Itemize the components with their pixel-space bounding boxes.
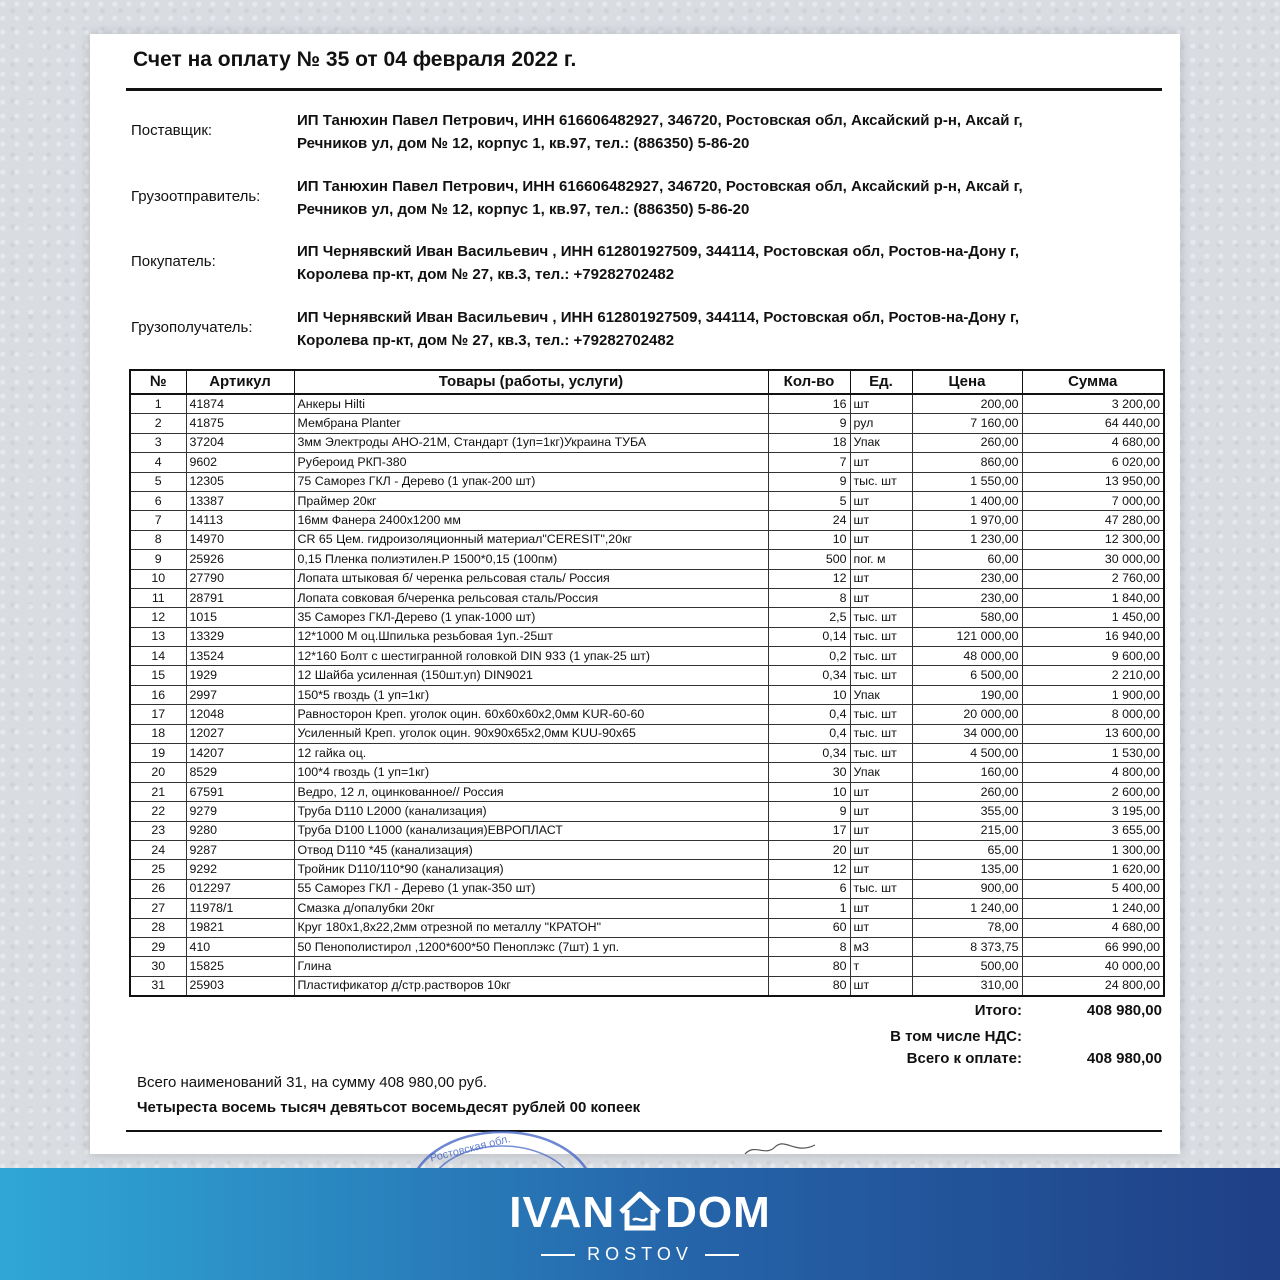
quantity: 0,4 bbox=[768, 705, 850, 724]
price: 1 230,00 bbox=[912, 530, 1022, 549]
unit: Упак bbox=[850, 433, 912, 452]
quantity: 5 bbox=[768, 491, 850, 510]
row-number: 4 bbox=[130, 453, 186, 472]
amount: 64 440,00 bbox=[1022, 414, 1164, 433]
item-name: Равносторон Креп. уголок оцин. 60х60х60х2,0мм KUR-60-60 bbox=[294, 705, 768, 724]
article-code: 25903 bbox=[186, 976, 294, 996]
item-name: Смазка д/опалубки 20кг bbox=[294, 899, 768, 918]
item-name: Тройник D110/110*90 (канализация) bbox=[294, 860, 768, 879]
summary-count: Всего наименований 31, на сумму 408 980,00 руб. bbox=[137, 1074, 488, 1091]
item-name: Лопата совковая б/черенка рельсовая сталь/Россия bbox=[294, 588, 768, 607]
amount: 66 990,00 bbox=[1022, 937, 1164, 956]
table-row bbox=[130, 957, 1164, 976]
quantity: 24 bbox=[768, 511, 850, 530]
divider bbox=[705, 1254, 739, 1256]
unit: Упак bbox=[850, 763, 912, 782]
quantity: 12 bbox=[768, 569, 850, 588]
price: 1 400,00 bbox=[912, 491, 1022, 510]
page-title: Счет на оплату № 35 от 04 февраля 2022 г. bbox=[133, 48, 577, 71]
unit: рул bbox=[850, 414, 912, 433]
amount: 7 000,00 bbox=[1022, 491, 1164, 510]
row-number: 17 bbox=[130, 705, 186, 724]
amount: 1 240,00 bbox=[1022, 899, 1164, 918]
price: 355,00 bbox=[912, 802, 1022, 821]
article-code: 37204 bbox=[186, 433, 294, 452]
quantity: 0,34 bbox=[768, 744, 850, 763]
row-number: 22 bbox=[130, 802, 186, 821]
table-row bbox=[130, 763, 1164, 782]
article-code: 41874 bbox=[186, 394, 294, 414]
price: 160,00 bbox=[912, 763, 1022, 782]
price: 230,00 bbox=[912, 569, 1022, 588]
amount: 4 680,00 bbox=[1022, 433, 1164, 452]
article-code: 25926 bbox=[186, 550, 294, 569]
item-name: Пластификатор д/стр.растворов 10кг bbox=[294, 976, 768, 996]
row-number: 18 bbox=[130, 724, 186, 743]
quantity: 80 bbox=[768, 976, 850, 996]
amount: 1 300,00 bbox=[1022, 840, 1164, 859]
article-code: 14113 bbox=[186, 511, 294, 530]
unit: шт bbox=[850, 821, 912, 840]
table-row bbox=[130, 530, 1164, 549]
summary-amount-words: Четыреста восемь тысяч девятьсот восемьдесят рублей 00 копеек bbox=[137, 1099, 641, 1116]
row-number: 13 bbox=[130, 627, 186, 646]
brand-tagline: ROSTOV bbox=[587, 1244, 693, 1264]
party-line: Речников ул, дом № 12, корпус 1, кв.97, тел.: (886350) 5-86-20 bbox=[297, 135, 750, 152]
invoice-page bbox=[90, 34, 1180, 1165]
price: 65,00 bbox=[912, 840, 1022, 859]
article-code: 9287 bbox=[186, 840, 294, 859]
item-name: 35 Саморез ГКЛ-Дерево (1 упак-1000 шт) bbox=[294, 608, 768, 627]
article-code: 9602 bbox=[186, 453, 294, 472]
price: 230,00 bbox=[912, 588, 1022, 607]
quantity: 16 bbox=[768, 394, 850, 414]
row-number: 7 bbox=[130, 511, 186, 530]
party-line: ИП Танюхин Павел Петрович, ИНН 616606482927, 346720, Ростовская обл, Аксайский р-н, Аксай г, bbox=[297, 178, 1023, 195]
item-name: 55 Саморез ГКЛ - Дерево (1 упак-350 шт) bbox=[294, 879, 768, 898]
unit: пог. м bbox=[850, 550, 912, 569]
table-row bbox=[130, 937, 1164, 956]
quantity: 2,5 bbox=[768, 608, 850, 627]
price: 60,00 bbox=[912, 550, 1022, 569]
unit: тыс. шт bbox=[850, 666, 912, 685]
row-number: 29 bbox=[130, 937, 186, 956]
unit: шт bbox=[850, 802, 912, 821]
unit: тыс. шт bbox=[850, 608, 912, 627]
unit: шт bbox=[850, 860, 912, 879]
unit: шт bbox=[850, 899, 912, 918]
column-header: Сумма bbox=[1022, 370, 1164, 394]
price: 215,00 bbox=[912, 821, 1022, 840]
amount: 4 680,00 bbox=[1022, 918, 1164, 937]
amount: 16 940,00 bbox=[1022, 627, 1164, 646]
unit: тыс. шт bbox=[850, 472, 912, 491]
price: 260,00 bbox=[912, 782, 1022, 801]
amount: 12 300,00 bbox=[1022, 530, 1164, 549]
article-code: 15825 bbox=[186, 957, 294, 976]
article-code: 13387 bbox=[186, 491, 294, 510]
article-code: 14970 bbox=[186, 530, 294, 549]
table-row bbox=[130, 511, 1164, 530]
item-name: 12 гайка оц. bbox=[294, 744, 768, 763]
party-label: Грузоотправитель: bbox=[131, 188, 261, 205]
table-row bbox=[130, 569, 1164, 588]
price: 8 373,75 bbox=[912, 937, 1022, 956]
house-icon bbox=[617, 1188, 663, 1234]
item-name: 12 Шайба усиленная (150шт.уп) DIN9021 bbox=[294, 666, 768, 685]
quantity: 8 bbox=[768, 937, 850, 956]
table-row bbox=[130, 840, 1164, 859]
table-row bbox=[130, 724, 1164, 743]
brand-tagline-row bbox=[0, 1244, 1280, 1265]
price: 190,00 bbox=[912, 685, 1022, 704]
table-row bbox=[130, 879, 1164, 898]
party-line: ИП Чернявский Иван Васильевич , ИНН 612801927509, 344114, Ростовская обл, Ростов-на-Дону г, bbox=[297, 309, 1020, 326]
logo-text-left: IVAN bbox=[509, 1188, 616, 1237]
quantity: 0,2 bbox=[768, 647, 850, 666]
total-value: 408 980,00 bbox=[1086, 1002, 1162, 1019]
table-row bbox=[130, 588, 1164, 607]
item-name: Труба D100 L1000 (канализация)ЕВРОПЛАСТ bbox=[294, 821, 768, 840]
row-number: 30 bbox=[130, 957, 186, 976]
item-name: Отвод D110 *45 (канализация) bbox=[294, 840, 768, 859]
unit: шт bbox=[850, 511, 912, 530]
table-row bbox=[130, 394, 1164, 414]
article-code: 12027 bbox=[186, 724, 294, 743]
article-code: 13329 bbox=[186, 627, 294, 646]
row-number: 25 bbox=[130, 860, 186, 879]
article-code: 12305 bbox=[186, 472, 294, 491]
price: 135,00 bbox=[912, 860, 1022, 879]
unit: шт bbox=[850, 918, 912, 937]
quantity: 9 bbox=[768, 802, 850, 821]
row-number: 5 bbox=[130, 472, 186, 491]
price: 1 240,00 bbox=[912, 899, 1022, 918]
party-line: ИП Чернявский Иван Васильевич , ИНН 612801927509, 344114, Ростовская обл, Ростов-на-Дону г, bbox=[297, 243, 1020, 260]
quantity: 30 bbox=[768, 763, 850, 782]
article-code: 1015 bbox=[186, 608, 294, 627]
amount: 2 760,00 bbox=[1022, 569, 1164, 588]
table-row bbox=[130, 976, 1164, 996]
row-number: 21 bbox=[130, 782, 186, 801]
unit: м3 bbox=[850, 937, 912, 956]
item-name: Круг 180х1,8х22,2мм отрезной по металлу "КРАТОН" bbox=[294, 918, 768, 937]
party-label: Поставщик: bbox=[131, 122, 213, 139]
quantity: 0,34 bbox=[768, 666, 850, 685]
price: 1 970,00 bbox=[912, 511, 1022, 530]
price: 6 500,00 bbox=[912, 666, 1022, 685]
row-number: 11 bbox=[130, 588, 186, 607]
item-name: Лопата штыковая б/ черенка рельсовая сталь/ Россия bbox=[294, 569, 768, 588]
item-name: 12*1000 М оц.Шпилька резьбовая 1уп.-25шт bbox=[294, 627, 768, 646]
quantity: 0,14 bbox=[768, 627, 850, 646]
items-table bbox=[129, 369, 1165, 997]
amount: 1 530,00 bbox=[1022, 744, 1164, 763]
article-code: 67591 bbox=[186, 782, 294, 801]
item-name: Анкеры Hilti bbox=[294, 394, 768, 414]
table-row bbox=[130, 705, 1164, 724]
item-name: Рубероид РКП-380 bbox=[294, 453, 768, 472]
unit: тыс. шт bbox=[850, 705, 912, 724]
price: 7 160,00 bbox=[912, 414, 1022, 433]
unit: шт bbox=[850, 453, 912, 472]
amount: 1 900,00 bbox=[1022, 685, 1164, 704]
column-header: Артикул bbox=[186, 370, 294, 394]
party-label: Грузополучатель: bbox=[131, 319, 253, 336]
quantity: 20 bbox=[768, 840, 850, 859]
amount: 47 280,00 bbox=[1022, 511, 1164, 530]
quantity: 10 bbox=[768, 530, 850, 549]
article-code: 410 bbox=[186, 937, 294, 956]
divider bbox=[541, 1254, 575, 1256]
quantity: 17 bbox=[768, 821, 850, 840]
item-name: 16мм Фанера 2400х1200 мм bbox=[294, 511, 768, 530]
party-details bbox=[297, 175, 1157, 221]
party-line: Речников ул, дом № 12, корпус 1, кв.97, тел.: (886350) 5-86-20 bbox=[297, 201, 750, 218]
unit: шт bbox=[850, 976, 912, 996]
table-row bbox=[130, 414, 1164, 433]
article-code: 13524 bbox=[186, 647, 294, 666]
article-code: 012297 bbox=[186, 879, 294, 898]
article-code: 11978/1 bbox=[186, 899, 294, 918]
unit: шт bbox=[850, 394, 912, 414]
unit: тыс. шт bbox=[850, 744, 912, 763]
column-header: № bbox=[130, 370, 186, 394]
price: 20 000,00 bbox=[912, 705, 1022, 724]
brand-footer bbox=[0, 1168, 1280, 1280]
item-name: 50 Пенополистирол ,1200*600*50 Пеноплэкс (7шт) 1 уп. bbox=[294, 937, 768, 956]
signature bbox=[740, 1139, 820, 1159]
logo-text-right: DOM bbox=[665, 1188, 771, 1237]
row-number: 14 bbox=[130, 647, 186, 666]
unit: шт bbox=[850, 569, 912, 588]
quantity: 80 bbox=[768, 957, 850, 976]
quantity: 10 bbox=[768, 782, 850, 801]
row-number: 15 bbox=[130, 666, 186, 685]
amount: 1 450,00 bbox=[1022, 608, 1164, 627]
column-header: Ед. bbox=[850, 370, 912, 394]
item-name: Усиленный Креп. уголок оцин. 90х90х65х2,0мм KUU-90х65 bbox=[294, 724, 768, 743]
quantity: 8 bbox=[768, 588, 850, 607]
party-line: ИП Танюхин Павел Петрович, ИНН 616606482927, 346720, Ростовская обл, Аксайский р-н, Аксай г, bbox=[297, 112, 1023, 129]
amount: 1 840,00 bbox=[1022, 588, 1164, 607]
column-header: Товары (работы, услуги) bbox=[294, 370, 768, 394]
quantity: 12 bbox=[768, 860, 850, 879]
unit: тыс. шт bbox=[850, 627, 912, 646]
table-row bbox=[130, 433, 1164, 452]
unit: шт bbox=[850, 782, 912, 801]
price: 580,00 bbox=[912, 608, 1022, 627]
divider bbox=[126, 88, 1162, 91]
amount: 2 210,00 bbox=[1022, 666, 1164, 685]
price: 4 500,00 bbox=[912, 744, 1022, 763]
quantity: 9 bbox=[768, 414, 850, 433]
row-number: 19 bbox=[130, 744, 186, 763]
row-number: 3 bbox=[130, 433, 186, 452]
payable-value: 408 980,00 bbox=[1086, 1050, 1162, 1067]
row-number: 31 bbox=[130, 976, 186, 996]
vat-label: В том числе НДС: bbox=[890, 1028, 1022, 1045]
column-header: Кол-во bbox=[768, 370, 850, 394]
unit: шт bbox=[850, 588, 912, 607]
row-number: 1 bbox=[130, 394, 186, 414]
amount: 6 020,00 bbox=[1022, 453, 1164, 472]
table-row bbox=[130, 491, 1164, 510]
row-number: 28 bbox=[130, 918, 186, 937]
amount: 3 195,00 bbox=[1022, 802, 1164, 821]
item-name: Глина bbox=[294, 957, 768, 976]
article-code: 12048 bbox=[186, 705, 294, 724]
row-number: 10 bbox=[130, 569, 186, 588]
row-number: 26 bbox=[130, 879, 186, 898]
stamp-text: Ростовская обл. bbox=[428, 1133, 512, 1165]
amount: 5 400,00 bbox=[1022, 879, 1164, 898]
quantity: 7 bbox=[768, 453, 850, 472]
item-name: Праймер 20кг bbox=[294, 491, 768, 510]
brand-logo bbox=[0, 1188, 1280, 1238]
article-code: 27790 bbox=[186, 569, 294, 588]
amount: 40 000,00 bbox=[1022, 957, 1164, 976]
party-label: Покупатель: bbox=[131, 253, 216, 270]
quantity: 18 bbox=[768, 433, 850, 452]
amount: 24 800,00 bbox=[1022, 976, 1164, 996]
item-name: CR 65 Цем. гидроизоляционный материал"CERESIT",20кг bbox=[294, 530, 768, 549]
table-row bbox=[130, 899, 1164, 918]
table-row bbox=[130, 647, 1164, 666]
table-row bbox=[130, 472, 1164, 491]
total-label: Итого: bbox=[974, 1002, 1022, 1019]
article-code: 19821 bbox=[186, 918, 294, 937]
price: 48 000,00 bbox=[912, 647, 1022, 666]
article-code: 9280 bbox=[186, 821, 294, 840]
unit: тыс. шт bbox=[850, 879, 912, 898]
unit: шт bbox=[850, 491, 912, 510]
quantity: 9 bbox=[768, 472, 850, 491]
quantity: 10 bbox=[768, 685, 850, 704]
price: 500,00 bbox=[912, 957, 1022, 976]
price: 78,00 bbox=[912, 918, 1022, 937]
price: 860,00 bbox=[912, 453, 1022, 472]
article-code: 2997 bbox=[186, 685, 294, 704]
price: 310,00 bbox=[912, 976, 1022, 996]
table-row bbox=[130, 685, 1164, 704]
table-header-row bbox=[130, 370, 1164, 394]
amount: 13 950,00 bbox=[1022, 472, 1164, 491]
party-line: Королева пр-кт, дом № 27, кв.3, тел.: +79282702482 bbox=[297, 332, 675, 349]
item-name: 75 Саморез ГКЛ - Дерево (1 упак-200 шт) bbox=[294, 472, 768, 491]
table-row bbox=[130, 782, 1164, 801]
unit: Упак bbox=[850, 685, 912, 704]
article-code: 8529 bbox=[186, 763, 294, 782]
table-row bbox=[130, 744, 1164, 763]
table-row bbox=[130, 608, 1164, 627]
row-number: 2 bbox=[130, 414, 186, 433]
row-number: 9 bbox=[130, 550, 186, 569]
divider bbox=[126, 1130, 1162, 1132]
table-row bbox=[130, 453, 1164, 472]
quantity: 500 bbox=[768, 550, 850, 569]
amount: 4 800,00 bbox=[1022, 763, 1164, 782]
price: 200,00 bbox=[912, 394, 1022, 414]
table-row bbox=[130, 802, 1164, 821]
item-name: 3мм Электроды АНО-21М, Стандарт (1уп=1кг)Украина ТУБА bbox=[294, 433, 768, 452]
row-number: 8 bbox=[130, 530, 186, 549]
items-table-body bbox=[130, 394, 1164, 996]
article-code: 28791 bbox=[186, 588, 294, 607]
article-code: 41875 bbox=[186, 414, 294, 433]
quantity: 1 bbox=[768, 899, 850, 918]
article-code: 1929 bbox=[186, 666, 294, 685]
party-line: Королева пр-кт, дом № 27, кв.3, тел.: +79282702482 bbox=[297, 266, 675, 283]
item-name: 12*160 Болт с шестигранной головкой DIN 933 (1 упак-25 шт) bbox=[294, 647, 768, 666]
quantity: 60 bbox=[768, 918, 850, 937]
item-name: 150*5 гвоздь (1 уп=1кг) bbox=[294, 685, 768, 704]
item-name: Труба D110 L2000 (канализация) bbox=[294, 802, 768, 821]
table-row bbox=[130, 860, 1164, 879]
table-row bbox=[130, 918, 1164, 937]
party-details bbox=[297, 240, 1157, 286]
price: 1 550,00 bbox=[912, 472, 1022, 491]
amount: 2 600,00 bbox=[1022, 782, 1164, 801]
unit: шт bbox=[850, 840, 912, 859]
amount: 9 600,00 bbox=[1022, 647, 1164, 666]
column-header: Цена bbox=[912, 370, 1022, 394]
unit: тыс. шт bbox=[850, 647, 912, 666]
amount: 8 000,00 bbox=[1022, 705, 1164, 724]
price: 34 000,00 bbox=[912, 724, 1022, 743]
unit: шт bbox=[850, 530, 912, 549]
article-code: 14207 bbox=[186, 744, 294, 763]
amount: 3 200,00 bbox=[1022, 394, 1164, 414]
price: 260,00 bbox=[912, 433, 1022, 452]
item-name: 100*4 гвоздь (1 уп=1кг) bbox=[294, 763, 768, 782]
item-name: 0,15 Пленка полиэтилен.Р 1500*0,15 (100пм) bbox=[294, 550, 768, 569]
article-code: 9279 bbox=[186, 802, 294, 821]
table-row bbox=[130, 627, 1164, 646]
table-row bbox=[130, 821, 1164, 840]
row-number: 16 bbox=[130, 685, 186, 704]
row-number: 23 bbox=[130, 821, 186, 840]
row-number: 27 bbox=[130, 899, 186, 918]
row-number: 24 bbox=[130, 840, 186, 859]
article-code: 9292 bbox=[186, 860, 294, 879]
quantity: 6 bbox=[768, 879, 850, 898]
price: 900,00 bbox=[912, 879, 1022, 898]
quantity: 0,4 bbox=[768, 724, 850, 743]
price: 121 000,00 bbox=[912, 627, 1022, 646]
amount: 1 620,00 bbox=[1022, 860, 1164, 879]
table-row bbox=[130, 666, 1164, 685]
party-details bbox=[297, 306, 1157, 352]
amount: 30 000,00 bbox=[1022, 550, 1164, 569]
row-number: 12 bbox=[130, 608, 186, 627]
party-details bbox=[297, 109, 1157, 155]
table-row bbox=[130, 550, 1164, 569]
item-name: Мембрана Planter bbox=[294, 414, 768, 433]
unit: т bbox=[850, 957, 912, 976]
row-number: 20 bbox=[130, 763, 186, 782]
amount: 3 655,00 bbox=[1022, 821, 1164, 840]
item-name: Ведро, 12 л, оцинкованное// Россия bbox=[294, 782, 768, 801]
unit: тыс. шт bbox=[850, 724, 912, 743]
row-number: 6 bbox=[130, 491, 186, 510]
payable-label: Всего к оплате: bbox=[906, 1050, 1022, 1067]
amount: 13 600,00 bbox=[1022, 724, 1164, 743]
